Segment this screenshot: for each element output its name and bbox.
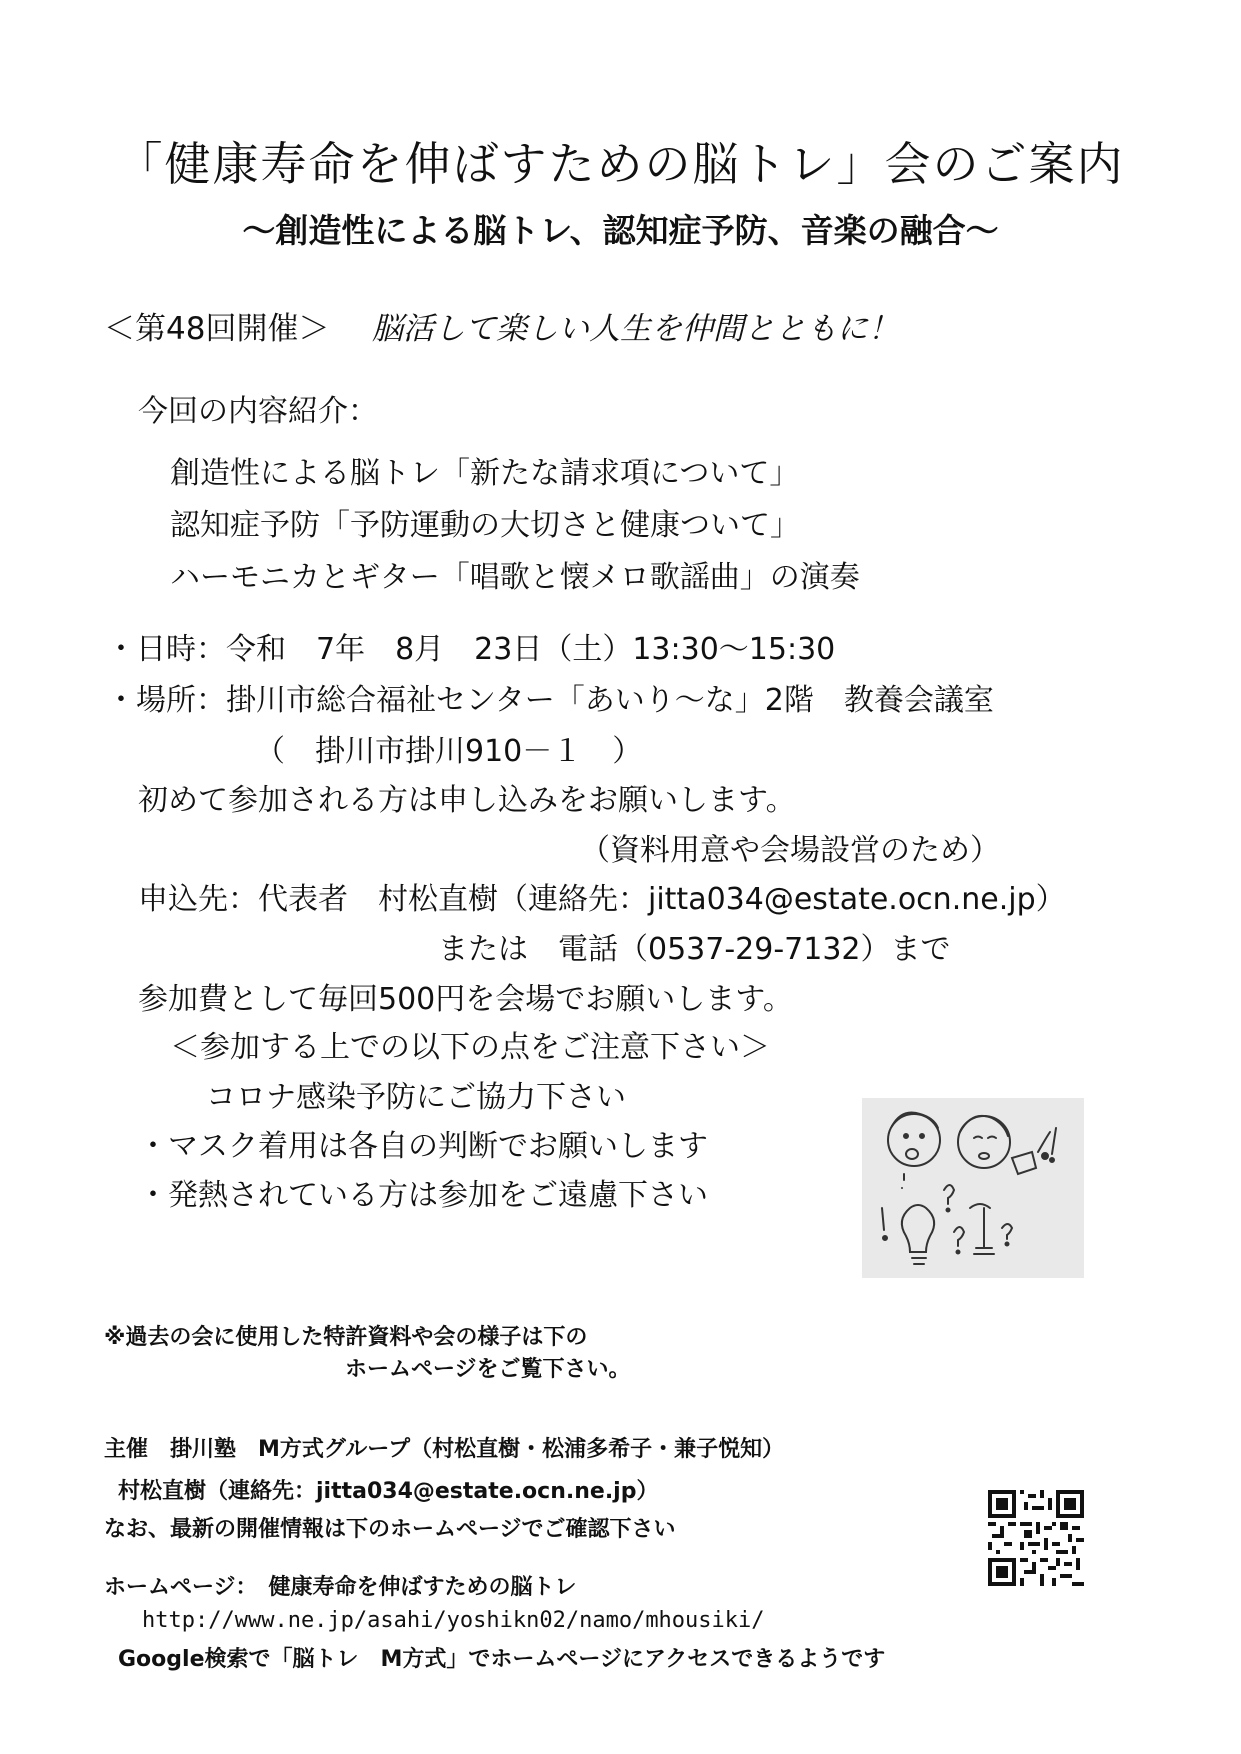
note-item: コロナ感染予防にご協力下さい: [206, 1080, 626, 1115]
first-time-note: 初めて参加される方は申し込みをお願いします。: [138, 783, 796, 818]
note-item: ・発熱されている方は参加をご遠慮下さい: [138, 1178, 708, 1213]
homepage-url[interactable]: http://www.ne.jp/asahi/yoshikn02/namo/mhousiki/: [142, 1608, 765, 1633]
content-item: 認知症予防「予防運動の大切さと健康ついて」: [170, 508, 800, 543]
google-search-note: Google検索で「脳トレ M方式」でホームページにアクセスできるようです: [118, 1647, 886, 1672]
past-materials-note: ※過去の会に使用した特許資料や会の様子は下の: [104, 1325, 588, 1350]
singing-people-illustration: [862, 1098, 1084, 1278]
organizer: 主催 掛川塾 M方式グループ（村松直樹・松浦多希子・兼子悦知）: [104, 1437, 785, 1462]
apply-contact: 申込先：代表者 村松直樹（連絡先：jitta034@estate.ocn.ne.jp）: [138, 882, 1066, 917]
qr-code[interactable]: [988, 1490, 1084, 1586]
first-time-reason: （資料用意や会場設営のため）: [580, 833, 1000, 868]
latest-info-note: なお、最新の開催情報は下のホームページでご確認下さい: [104, 1517, 676, 1542]
notes-heading: ＜参加する上での以下の点をご注意下さい＞: [170, 1030, 770, 1065]
contact: 村松直樹（連絡先：jitta034@estate.ocn.ne.jp）: [118, 1479, 659, 1504]
note-item: ・マスク着用は各自の判断でお願いします: [138, 1129, 708, 1164]
participation-fee: 参加費として毎回500円を会場でお願いします。: [138, 982, 793, 1017]
contents-heading: 今回の内容紹介：: [138, 394, 378, 429]
content-item: 創造性による脳トレ「新たな請求項について」: [170, 456, 800, 491]
apply-phone: または 電話（0537-29-7132）まで: [438, 932, 951, 967]
event-place: ・場所：掛川市総合福祉センター「あいり〜な」2階 教養会議室: [106, 683, 994, 718]
event-address: （ 掛川市掛川910－１ ）: [255, 734, 643, 769]
homepage-label: ホームページ： 健康寿命を伸ばすための脳トレ: [104, 1575, 577, 1600]
content-item: ハーモニカとギター「唱歌と懐メロ歌謡曲」の演奏: [170, 560, 860, 595]
session-slogan: 脳活して楽しい人生を仲間とともに！: [372, 311, 899, 347]
past-materials-note-cont: ホームページをご覧下さい。: [345, 1357, 631, 1382]
page-subtitle: 〜創造性による脳トレ、認知症予防、音楽の融合〜: [242, 211, 999, 250]
event-datetime: ・日時：令和 7年 8月 23日（土）13:30〜15:30: [106, 632, 836, 667]
session-label: ＜第48回開催＞: [104, 311, 330, 347]
page-title: 「健康寿命を伸ばすための脳トレ」会のご案内: [116, 137, 1125, 191]
